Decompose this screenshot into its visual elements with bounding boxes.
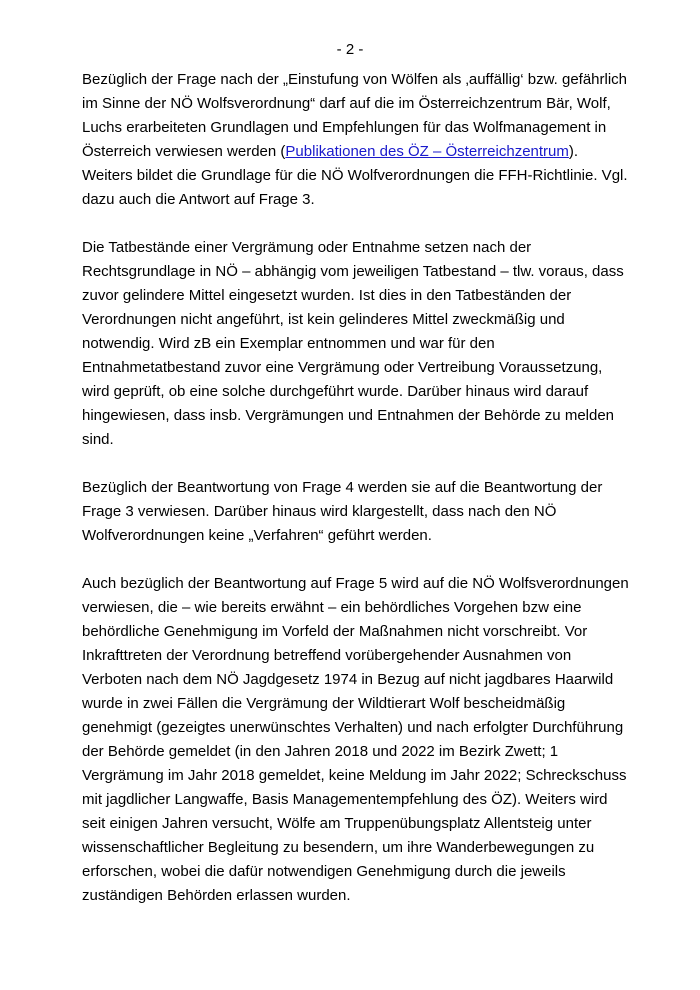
paragraph-3: Bezüglich der Beantwortung von Frage 4 werden sie auf die Beantwortung der Frage 3 verwiesen. Darüber hinaus wird klargestellt, dass nach den NÖ Wolfverordnungen keine „Verfahren“ geführt werden. [82, 479, 603, 544]
paragraph-1-text-after-link: ). Weiters bildet die Grundlage für die NÖ Wolfverordnungen die FFH-Richtlinie. Vgl. dazu auch die Antwort auf Frage 3. [82, 143, 628, 208]
paragraph-4: Auch bezüglich der Beantwortung auf Frage 5 wird auf die NÖ Wolfsverordnungen verwiesen, die – wie bereits erwähnt – ein behördliches Vorgehen bzw eine behördliche Genehmigung im Vorfeld der Maßnahmen nicht vorschreibt. Vor Inkrafttreten der Verordnung betreffend vorübergehender Ausnahmen von Verboten nach dem NÖ Jagdgesetz 1974 in Bezug auf nicht jagdbares Haarwild wurde in zwei Fällen die Vergrämung der Wildtierart Wolf bescheidmäßig genehmigt (gezeigtes unerwünschtes Verhalten) und nach erfolgter Durchführung der Behörde gemeldet (in den Jahren 2018 und 2022 im Bezirk Zwett; 1 Vergrämung im Jahr 2018 gemeldet, keine Meldung im Jahr 2022; Schreckschuss mit jagdlicher Langwaffe, Basis Managementempfehlung des ÖZ). Weiters wird seit einigen Jahren versucht, Wölfe am Truppenübungsplatz Allentsteig unter wissenschaftlicher Begleitung zu besendern, um ihre Wanderbewegungen zu erforschen, wobei die dafür notwendigen Genehmigung durch die jeweils zuständigen Behörden erlassen wurden. [82, 575, 629, 904]
page-number: - 2 - [336, 41, 364, 58]
document-body [82, 68, 630, 932]
paragraph-2: Die Tatbestände einer Vergrämung oder Entnahme setzen nach der Rechtsgrundlage in NÖ – abhängig vom jeweiligen Tatbestand – tlw. voraus, dass zuvor gelindere Mittel eingesetzt wurden. Ist dies in den Tatbeständen der Verordnungen nicht angeführt, ist kein gelinderes Mittel zweckmäßig und notwendig. Wird zB ein Exemplar entnommen und war für den Entnahmetatbestand zuvor eine Vergrämung oder Vertreibung Voraussetzung, wird geprüft, ob eine solche durchgeführt wurde. Darüber hinaus wird darauf hingewiesen, dass insb. Vergrämungen und Entnahmen der Behörde zu melden sind. [82, 239, 624, 448]
paragraph-1-text-before-link: Bezüglich der Frage nach der „Einstufung von Wölfen als ‚auffällig‘ bzw. gefährlich im Sinne der NÖ Wolfsverordnung“ darf auf die im Österreichzentrum Bär, Wolf, Luchs erarbeiteten Grundlagen und Empfehlungen für das Wolfmanagement in Österreich verwiesen werden ( [82, 71, 628, 160]
publikationen-oez-link[interactable]: Publikationen des ÖZ – Österreichzentrum [285, 143, 569, 160]
paragraph-1 [82, 68, 630, 212]
